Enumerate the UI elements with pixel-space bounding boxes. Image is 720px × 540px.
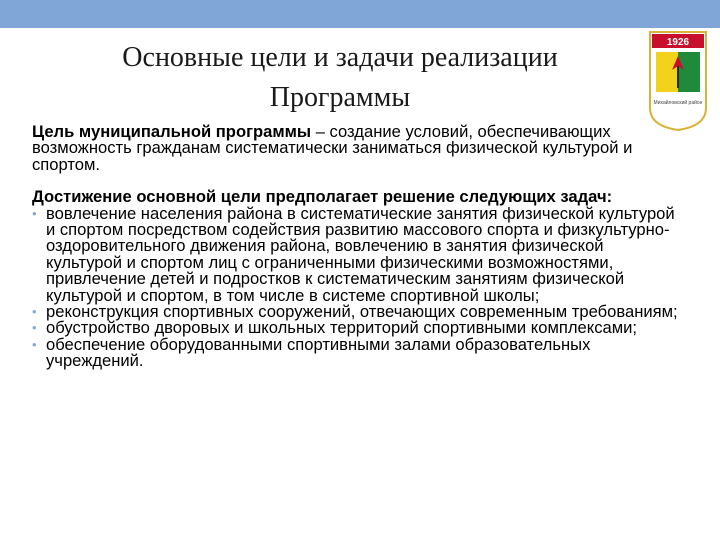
coat-of-arms-icon (648, 30, 708, 132)
list-item: • реконструкция спортивных сооружений, отвечающих современным требованиям; (32, 302, 678, 322)
goal-lead: Цель муниципальной программы (32, 122, 312, 141)
bullet-icon: • (32, 320, 37, 336)
list-item: • обеспечение оборудованными спортивными залами образовательных учреждений. (32, 334, 591, 371)
goal-text: – создание условий, обеспечивающих возможность гражданам систематически заниматься физической культурой и спортом. (32, 122, 633, 174)
slide-body (32, 124, 682, 370)
tasks-heading: Достижение основной цели предполагает решение следующих задач: (32, 187, 613, 207)
top-bar (0, 0, 720, 28)
tasks-list (32, 203, 682, 371)
title-line-2: Программы (269, 82, 411, 113)
list-item: • вовлечение населения района в систематические занятия физической культурой и спортом посредством содействия развитию массового спорта и физкультурно-оздоровительного движения района, вовлечению в занятия физической культурой и спортом лиц с ограниченными физическими возможностями, привлечение детей и подростков к систематическим занятиям физической культурой и спортом, в том числе в системе спортивной школы; (32, 203, 675, 305)
emblem-caption: Михайловский район (653, 100, 703, 106)
slide-title (60, 38, 620, 118)
emblem-year: 1926 (666, 37, 690, 48)
list-item: • обустройство дворовых и школьных территорий спортивными комплексами; (32, 318, 638, 338)
title-line-1: Основные цели и задачи реализации (122, 42, 558, 73)
bullet-icon: • (32, 304, 37, 320)
bullet-icon: • (32, 336, 37, 352)
bullet-icon: • (32, 205, 37, 221)
goal-paragraph (32, 124, 682, 173)
